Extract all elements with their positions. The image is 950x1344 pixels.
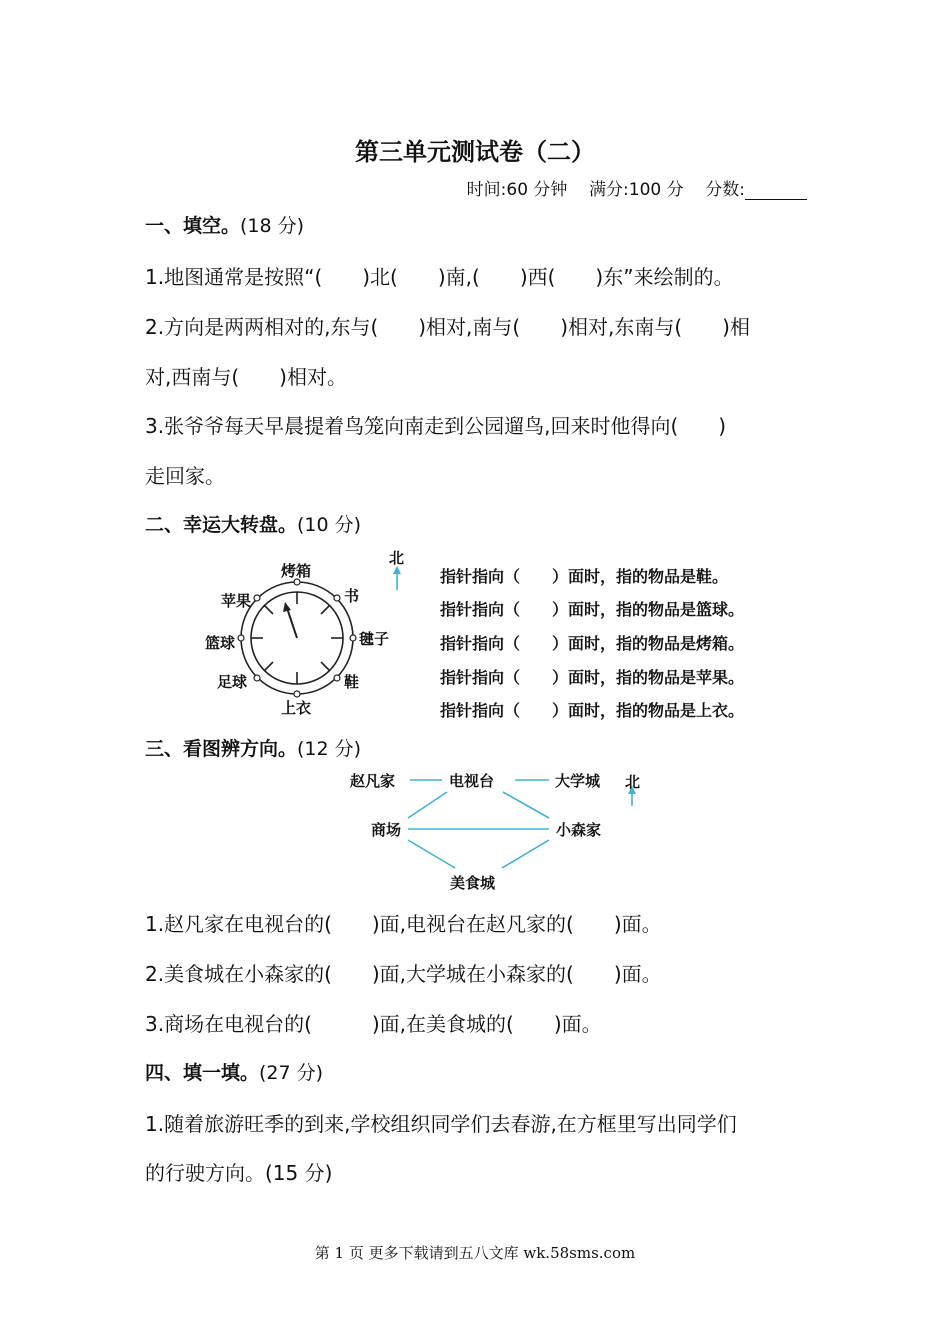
- time-limit: 时间:60 分钟: [466, 180, 568, 200]
- wheel-label-bottom-right: 鞋: [344, 673, 360, 691]
- s1-question-1: 1.地图通常是按照“( )北( )南,( )西( )东”来绘制的。: [145, 265, 734, 289]
- section-4-heading: 四、填一填。(27 分): [145, 1062, 324, 1084]
- page-title: 第三单元测试卷（二）: [355, 137, 595, 166]
- spin-line-2: 指针指向（ ）面时，指的物品是篮球。: [440, 600, 745, 619]
- spin-line-3: 指针指向（ ）面时，指的物品是烤箱。: [440, 634, 745, 653]
- spin-line-1: 指针指向（ ）面时，指的物品是鞋。: [440, 567, 729, 586]
- s3-question-2: 2.美食城在小森家的( )面,大学城在小森家的( )面。: [145, 962, 662, 986]
- section-2-heading: 二、幸运大转盘。(10 分): [145, 514, 362, 536]
- wheel-label-top: 烤箱: [281, 562, 312, 580]
- s3-question-3: 3.商场在电视台的( )面,在美食城的( )面。: [145, 1012, 602, 1036]
- wheel-label-top-left: 苹果: [221, 592, 252, 610]
- wheel-label-bottom: 上衣: [281, 699, 312, 717]
- s4-question-1: 1.随着旅游旺季的到来,学校组织同学们去春游,在方框里写出同学们: [145, 1112, 737, 1136]
- full-score: 满分:100 分: [589, 180, 684, 200]
- spin-line-4: 指针指向（ ）面时，指的物品是苹果。: [440, 668, 745, 687]
- wheel-north-label: 北: [389, 549, 405, 567]
- section-3-heading: 三、看图辨方向。(12 分): [145, 738, 362, 760]
- wheel-label-bottom-left: 足球: [217, 673, 248, 691]
- section-1-heading: 一、填空。(18 分): [145, 215, 305, 237]
- wheel-label-right: 毽子: [359, 630, 390, 648]
- s1-question-2: 2.方向是两两相对的,东与( )相对,南与( )相对,东南与( )相: [145, 315, 750, 339]
- map-north-label: 北: [625, 773, 641, 791]
- wheel-label-top-right: 书: [344, 587, 360, 605]
- map-university-city: 大学城: [555, 772, 601, 790]
- page-footer: 第 1 页 更多下载请到五八文库 wk.58sms.com: [314, 1244, 636, 1262]
- score-label: 分数:: [705, 180, 745, 200]
- s1-question-2-cont: 对,西南与( )相对。: [145, 365, 347, 389]
- map-mall: 商场: [371, 821, 402, 839]
- s1-question-3-cont: 走回家。: [145, 464, 225, 488]
- s4-question-1-cont: 的行驶方向。(15 分): [145, 1161, 333, 1185]
- wheel-label-left: 篮球: [205, 634, 236, 652]
- map-zhaofan-home: 赵凡家: [350, 772, 396, 790]
- map-food-city: 美食城: [450, 874, 496, 892]
- map-xiaosen-home: 小森家: [556, 821, 602, 839]
- s3-question-1: 1.赵凡家在电视台的( )面,电视台在赵凡家的( )面。: [145, 912, 662, 936]
- s1-question-3: 3.张爷爷每天早晨提着鸟笼向南走到公园遛鸟,回来时他得向( ): [145, 414, 727, 438]
- spin-line-5: 指针指向（ ）面时，指的物品是上衣。: [440, 701, 745, 720]
- map-tv-station: 电视台: [449, 772, 495, 790]
